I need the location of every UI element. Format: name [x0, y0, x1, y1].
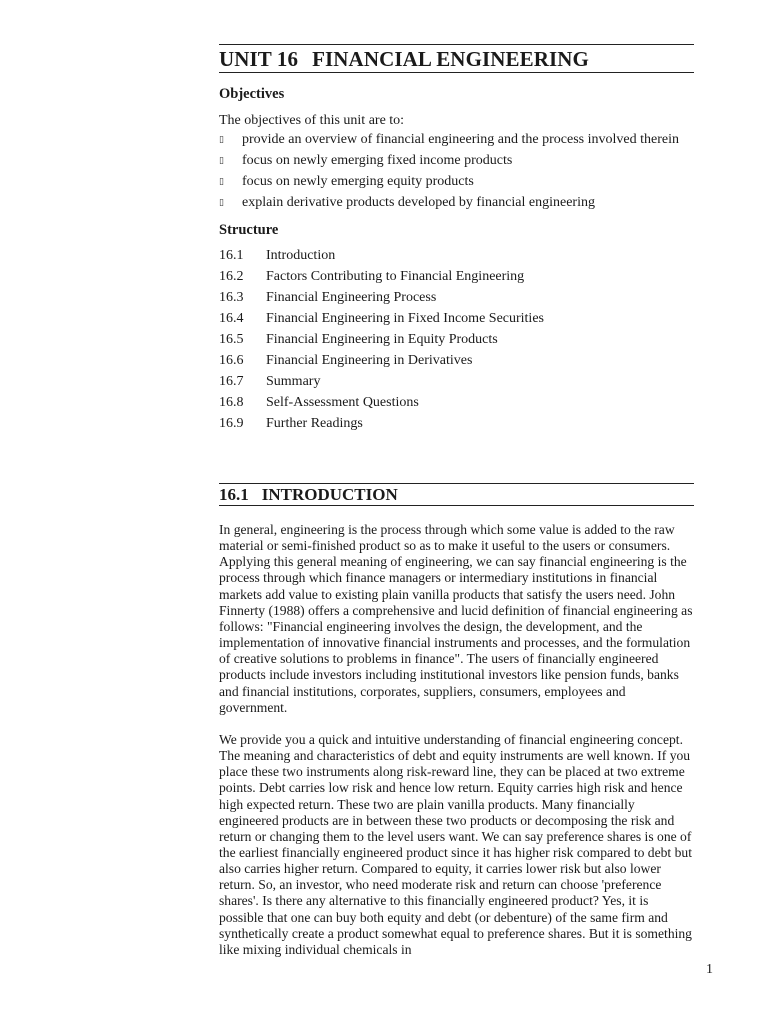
bullet-icon: ▯ — [219, 198, 224, 208]
structure-item-number: 16.7 — [219, 373, 244, 389]
structure-item-label: Financial Engineering Process — [266, 289, 437, 305]
structure-item-16-4 — [219, 310, 694, 327]
objective-text: focus on newly emerging equity products — [242, 174, 474, 189]
structure-item-label: Introduction — [266, 247, 336, 263]
structure-item-label: Further Readings — [266, 415, 363, 431]
structure-item-number: 16.9 — [219, 415, 244, 431]
section-number: 16.1 — [219, 485, 249, 504]
objective-text: focus on newly emerging fixed income products — [242, 153, 513, 168]
structure-item-label: Financial Engineering in Derivatives — [266, 352, 473, 368]
objectives-intro: The objectives of this unit are to: — [219, 113, 405, 128]
objectives-list — [219, 132, 694, 212]
structure-item-16-3 — [219, 289, 694, 306]
structure-item-label: Factors Contributing to Financial Engineering — [266, 268, 525, 284]
structure-item-16-9 — [219, 415, 694, 432]
structure-item-label: Financial Engineering in Equity Products — [266, 331, 498, 347]
unit-name: FINANCIAL ENGINEERING — [312, 47, 589, 71]
objective-item — [219, 195, 694, 212]
structure-item-16-2 — [219, 268, 694, 285]
objective-item — [219, 174, 694, 191]
structure-heading: Structure — [219, 221, 279, 238]
structure-item-number: 16.8 — [219, 394, 244, 410]
body-paragraph-1: In general, engineering is the process through which some value is added to the raw material or semi-finished product so as to make it useful to the users or consumers. Applying this general meaning of engineering, we can say financial engineering is the process through which finance managers or intermediary institutions in financial markets add value to existing plain vanilla products that satisfy the users need. John Finnerty (1988) offers a comprehensive and lucid definition of financial engineering as follows: "Financial engineering involves the design, the development, and the implementation of innovative financial instruments and processes, and the formulation of creative solutions to problems in finance". The users of financially engineered products include investors including institutional investors like pension funds, banks and financial institutions, corporates, suppliers, consumers, employees and government. — [219, 522, 693, 715]
body-paragraph-2: We provide you a quick and intuitive understanding of financial engineering concept. The meaning and characteristics of debt and equity instruments are well known. If you place these two instruments along risk-reward line, they can be placed at two extreme points. Debt carries low risk and hence low return. Equity carries high risk and hence high expected return. These two are plain vanilla products. Many financially engineered products are in between these two products or decomposing the risk and return or changing them to the level users want. We can say preference shares is one of the earliest financially engineered product since it has higher risk compared to debt but also carries higher return. Compared to equity, it carries lower risk but also lower return. So, an investor, who need moderate risk and return can choose 'preference shares'. Is there any alternative to this financially engineered product? Yes, it is possible that one can buy both equity and debt (or debenture) of the same firm and synthetically create a product somewhat equal to preference shares. But it is something like mixing individual chemicals in — [219, 731, 692, 957]
structure-item-number: 16.1 — [219, 247, 244, 263]
structure-item-label: Self-Assessment Questions — [266, 394, 419, 410]
objective-item — [219, 132, 694, 149]
page-number: 1 — [706, 962, 713, 977]
title-underline-rule — [219, 72, 694, 73]
structure-item-number: 16.2 — [219, 268, 244, 284]
section-heading — [219, 484, 694, 505]
structure-item-label: Summary — [266, 373, 321, 389]
structure-item-number: 16.3 — [219, 289, 244, 305]
section-title: INTRODUCTION — [261, 485, 398, 504]
unit-header-block — [219, 44, 694, 436]
unit-number: UNIT 16 — [219, 47, 299, 71]
structure-item-number: 16.4 — [219, 310, 244, 326]
introduction-section — [219, 483, 694, 958]
structure-item-number: 16.5 — [219, 331, 244, 347]
objectives-heading: Objectives — [219, 86, 285, 102]
structure-item-16-1 — [219, 247, 694, 264]
bullet-icon: ▯ — [219, 135, 224, 145]
unit-title — [219, 45, 694, 72]
structure-list — [219, 247, 694, 432]
section-bottom-rule — [219, 505, 694, 506]
bullet-icon: ▯ — [219, 156, 224, 166]
objective-text: explain derivative products developed by financial engineering — [242, 195, 595, 210]
structure-item-16-6 — [219, 352, 694, 369]
structure-item-number: 16.6 — [219, 352, 244, 368]
objective-item — [219, 153, 694, 170]
objective-text: provide an overview of financial engineering and the process involved therein — [242, 132, 679, 147]
structure-item-16-7 — [219, 373, 694, 390]
structure-item-16-5 — [219, 331, 694, 348]
structure-item-16-8 — [219, 394, 694, 411]
structure-item-label: Financial Engineering in Fixed Income Securities — [266, 310, 544, 326]
bullet-icon: ▯ — [219, 177, 224, 187]
